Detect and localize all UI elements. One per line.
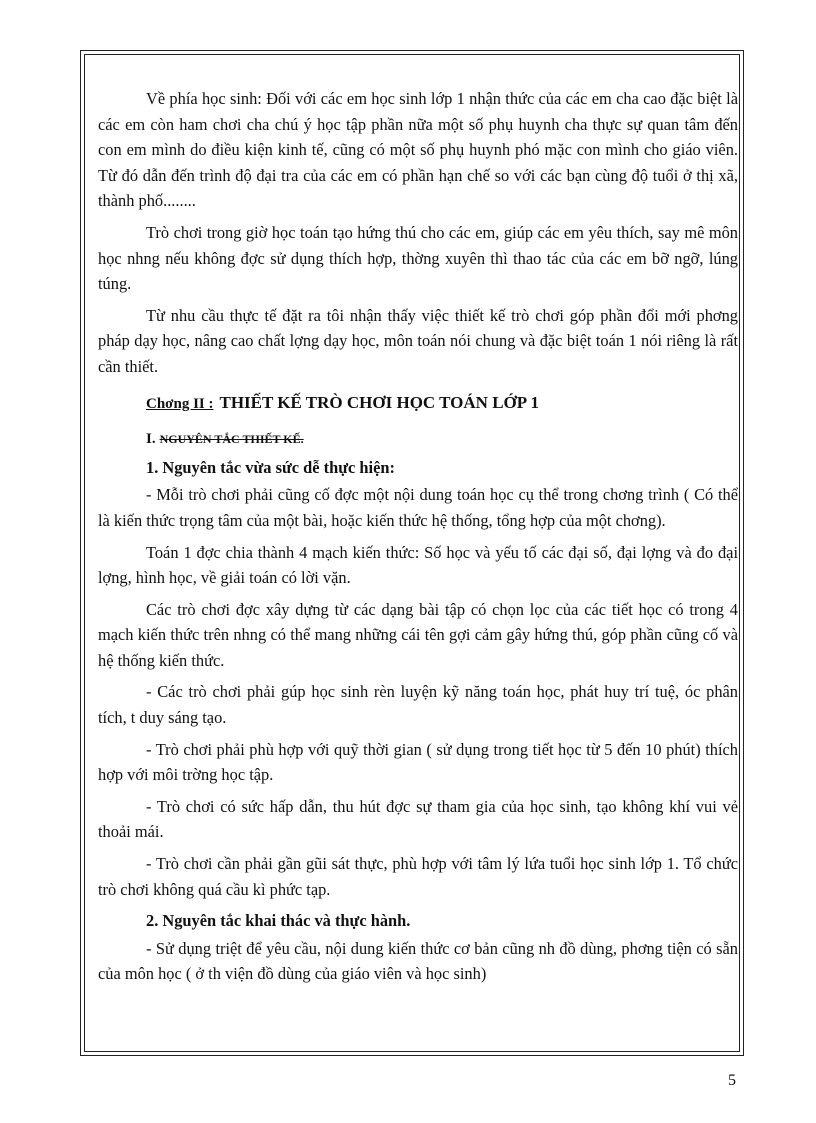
paragraph: Các trò chơi đợc xây dựng từ các dạng bài tập có chọn lọc của các tiết học có trong 4 mạch kiến thức trên nhng có thể mang những cái tên gợi cảm gây hứng thú, góp phần cũng cố và hệ thống kiến thức. — [98, 599, 738, 670]
document-body — [98, 86, 738, 993]
paragraph: - Trò chơi phải phù hợp với quỹ thời gian ( sử dụng trong tiết học từ 5 đến 10 phút) thích hợp với môi trờng học tập. — [98, 739, 738, 785]
paragraph: - Sử dụng triệt để yêu cầu, nội dung kiến thức cơ bản cũng nh đồ dùng, phơng tiện có sẵn của môn học ( ở th viện đồ dùng của giáo viên và học sinh) — [98, 938, 738, 984]
subsection-heading-2: 2. Nguyên tắc khai thác và thực hành. — [146, 911, 411, 931]
paragraph: - Trò chơi có sức hấp dẫn, thu hút đợc sự tham gia của học sinh, tạo không khí vui vẻ thoải mái. — [98, 796, 738, 842]
section-number: I. — [146, 431, 156, 448]
paragraph: - Các trò chơi phải gúp học sinh rèn luyện kỹ năng toán học, phát huy trí tuệ, óc phân tích, t duy sáng tạo. — [98, 682, 738, 728]
chapter-heading — [146, 390, 738, 418]
paragraph: - Mỗi trò chơi phải cũng cố đợc một nội dung toán học cụ thể trong chơng trình ( Có thể là kiến thức trọng tâm của một bài, hoặc kiến thức hệ thống, tổng hợp của một chơng). — [98, 485, 738, 530]
paragraph: - Trò chơi cần phải gần gũi sát thực, phù hợp với tâm lý lứa tuổi học sinh lớp 1. Tổ chức trò chơi không quá cầu kì phức tạp. — [98, 854, 738, 899]
paragraph: Từ nhu cầu thực tế đặt ra tôi nhận thấy việc thiết kế trò chơi góp phần đổi mới phơng pháp dạy học, nâng cao chất lợng dạy học, môn toán nói chung và đặc biệt toán 1 nói riêng là rất cần thiết. — [98, 305, 738, 376]
chapter-title: THIẾT KẾ TRÒ CHƠI HỌC TOÁN LỚP 1 — [219, 392, 539, 412]
section-title: NGUYÊN TẮC THIẾT KẾ. — [159, 432, 304, 447]
chapter-label: Chơng II : — [146, 395, 214, 412]
paragraph: Về phía học sinh: Đối với các em học sinh lớp 1 nhận thức của các em cha cao đặc biệt là các em còn ham chơi cha chú ý học tập phần nữa một số phụ huynh cha thực sự quan tâm đến con em mình do điều kiện kinh tế, cũng có một số phụ huynh phó mặc con mình cho giáo viên. Từ đó dẫn đến trình độ đại tra của các em có phần hạn chế so với các bạn cùng độ tuổi ở thị xã, thành phố........ — [98, 89, 738, 211]
subsection-heading-1: 1. Nguyên tắc vừa sức dễ thực hiện: — [146, 457, 395, 477]
section-heading — [146, 427, 738, 453]
paragraph: Trò chơi trong giờ học toán tạo hứng thú cho các em, giúp các em yêu thích, say mê môn học nhng nếu không đợc sử dụng thích hợp, thờng xuyên thì thao tác của các em bỡ ngỡ, lúng túng. — [98, 222, 738, 294]
paragraph: Toán 1 đợc chia thành 4 mạch kiến thức: Số học và yếu tố các đại số, đại lợng và đo đại lợng, hình học, về giải toán có lời vặn. — [98, 542, 738, 588]
page-number: 5 — [728, 1072, 736, 1089]
